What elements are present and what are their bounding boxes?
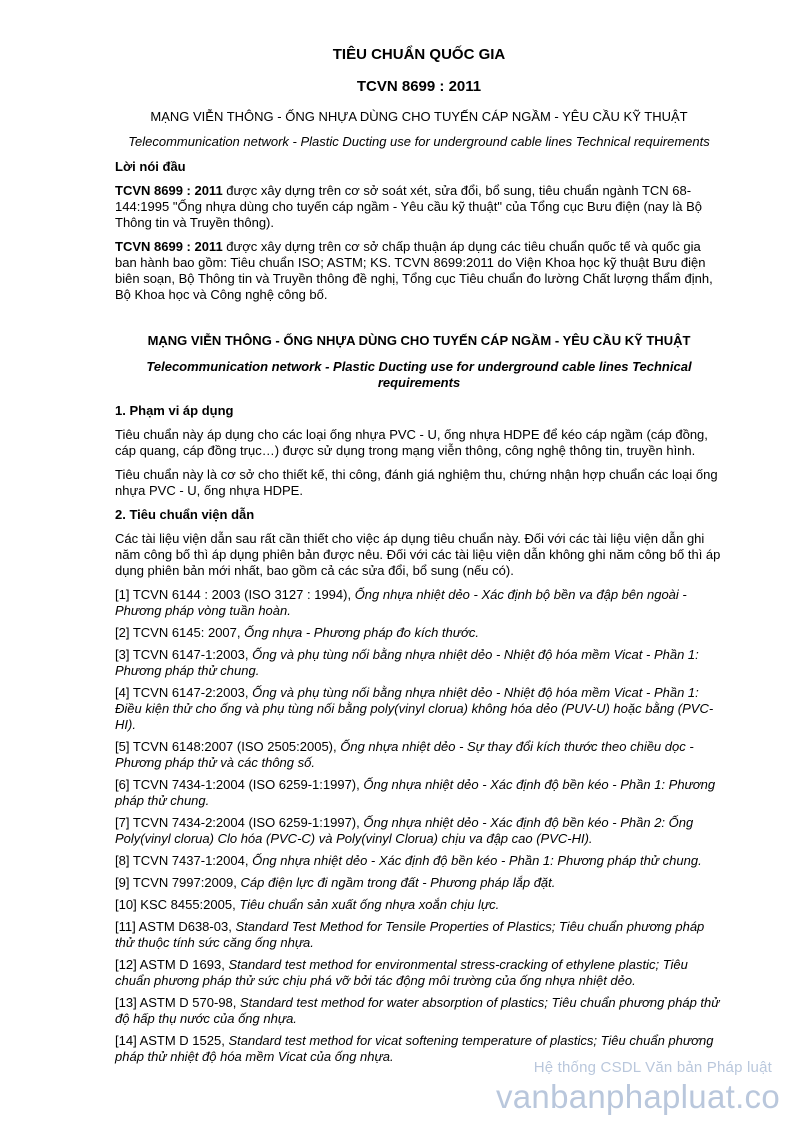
reference-title: Ống nhựa nhiệt dẻo - Xác định độ bền kéo - Phần 1: Phương pháp thử chung. [252,853,702,868]
reference-list [115,587,723,1065]
reference-title: Ống nhựa nhiệt dẻo - Xác định độ bền kéo - Phần 1: Phương pháp thử chung. [115,777,716,808]
reference-code: [4] TCVN 6147-2:2003, [115,685,253,700]
reference-title: Ống nhựa nhiệt dẻo - Xác định độ bền kéo - Phần 2: Ống Poly(vinyl clorua) Clo hóa (PVC-C) và Poly(vinyl Clorua) chịu va đập cao (PVC-HI). [115,815,694,846]
reference-code: [10] KSC 8455:2005, [115,897,240,912]
reference-item [115,685,723,733]
reference-code: [2] TCVN 6145: 2007, [115,625,245,640]
reference-code: [3] TCVN 6147-1:2003, [115,647,253,662]
watermark-logo-text: vanbanphapluat.co [495,1078,780,1115]
doc-title-en: Telecommunication network - Plastic Ducting use for underground cable lines Technical requirements [128,134,710,149]
foreword-p1-text: được xây dựng trên cơ sở soát xét, sửa đổi, bổ sung, tiêu chuẩn ngành TCN 68-144:1995 "Ống nhựa dùng cho tuyến cáp ngầm - Yêu cầu kỹ thuật" của Tổng cục Bưu điện (nay là Bộ Thông tin và Truyền thông). [115,183,702,230]
reference-code: [1] TCVN 6144 : 2003 (ISO 3127 : 1994), [115,587,355,602]
reference-title: Ống nhựa nhiệt dẻo - Xác định bộ bền va đập bên ngoài - Phương pháp vòng tuần hoàn. [115,587,687,618]
foreword-heading: Lời nói đầu [115,159,186,174]
reference-item [115,777,723,809]
scope-paragraph-2: Tiêu chuẩn này là cơ sở cho thiết kế, thi công, đánh giá nghiệm thu, chứng nhận hợp chuẩn các loại ống nhựa PVC - U, ống nhựa HDPE. [115,467,718,498]
foreword-p2-code: TCVN 8699 : 2011 [115,239,223,254]
reference-item [115,875,723,891]
reference-code: [14] ASTM D 1525, [115,1033,229,1048]
section-title-en: Telecommunication network - Plastic Ducting use for underground cable lines Technical requirements [146,359,692,390]
doc-title: TIÊU CHUẨN QUỐC GIA [332,46,506,63]
reference-code: [8] TCVN 7437-1:2004, [115,853,253,868]
reference-item [115,919,723,951]
foreword-paragraph-2 [115,239,723,303]
reference-code: [13] ASTM D 570-98, [115,995,241,1010]
reference-title: Standard test method for water absorption of plastics; Tiêu chuẩn phương pháp thử độ hấp thụ nước của ống nhựa. [115,995,720,1026]
reference-code: [9] TCVN 7997:2009, [115,875,241,890]
foreword-p2-text: được xây dựng trên cơ sở chấp thuận áp dụng các tiêu chuẩn quốc tế và quốc gia ban hành bao gồm: Tiêu chuẩn ISO; ASTM; KS. TCVN 8699:2011 do Viện Khoa học kỹ thuật Bưu điện biên soạn, Bộ Thông tin và Truyền thông đề nghị, Tổng cục Tiêu chuẩn đo lường Chất lượng thẩm định, Bộ Khoa học và Công nghệ công bố. [115,239,713,302]
reference-code: [12] ASTM D 1693, [115,957,229,972]
reference-code: [7] TCVN 7434-2:2004 (ISO 6259-1:1997), [115,815,364,830]
reference-code: [5] TCVN 6148:2007 (ISO 2505:2005), [115,739,341,754]
reference-title: Tiêu chuẩn sản xuất ống nhựa xoắn chịu lực. [239,897,500,912]
watermark-line-1: Hệ thống CSDL Văn bản Pháp luật [533,1059,772,1076]
reference-item [115,625,723,641]
reference-title: Ống và phụ tùng nối bằng nhựa nhiệt dẻo - Nhiệt độ hóa mềm Vicat - Phần 1: Phương pháp thử chung. [115,647,699,678]
doc-code: TCVN 8699 : 2011 [356,78,482,95]
foreword-p1-code: TCVN 8699 : 2011 [115,183,223,198]
reference-item [115,587,723,619]
section-title-vi: MẠNG VIỄN THÔNG - ỐNG NHỰA DÙNG CHO TUYẾN CÁP NGẦM - YÊU CẦU KỸ THUẬT [147,333,691,348]
document-page [115,46,723,1071]
reference-item [115,853,723,869]
reference-title: Standard test method for environmental stress-cracking of ethylene plastic; Tiêu chuẩn phương pháp thử sức chịu phá vỡ bởi tác động môi trường của ống nhựa nhiệt dẻo. [115,957,688,988]
reference-item [115,815,723,847]
reference-title: Cáp điện lực đi ngầm trong đất - Phương pháp lắp đặt. [240,875,556,890]
scope-paragraph-1: Tiêu chuẩn này áp dụng cho các loại ống nhựa PVC - U, ống nhựa HDPE để kéo cáp ngầm (cáp đồng, cáp quang, cáp đồng trục…) được sử dụng trong mạng viễn thông, công nghệ thông tin, truyền hình. [115,427,708,458]
reference-title: Ống nhựa - Phương pháp đo kích thước. [244,625,479,640]
scope-heading: 1. Phạm vi áp dụng [115,403,234,418]
reference-item [115,897,723,913]
reference-item [115,957,723,989]
reference-code: [6] TCVN 7434-1:2004 (ISO 6259-1:1997), [115,777,364,792]
references-heading: 2. Tiêu chuẩn viện dẫn [115,507,255,522]
references-intro: Các tài liệu viện dẫn sau rất cần thiết cho việc áp dụng tiêu chuẩn này. Đối với các tài liệu viện dẫn ghi năm công bố thì áp dụng phiên bản được nêu. Đối với các tài liệu viện dẫn không ghi năm công bố thì áp dụng phiên bản mới nhất, bao gồm cả các sửa đổi, bổ sung (nếu có). [115,531,721,578]
reference-title: Standard test method for vicat softening temperature of plastics; Tiêu chuẩn phương pháp thử nhiệt độ hóa mềm Vicat của ống nhựa. [115,1033,714,1064]
reference-item [115,739,723,771]
reference-title: Ống nhựa nhiệt dẻo - Sự thay đổi kích thước theo chiều dọc - Phương pháp thử và các thông số. [115,739,694,770]
reference-item [115,647,723,679]
reference-code: [11] ASTM D638-03, [115,919,236,934]
foreword-paragraph-1 [115,183,723,231]
reference-title: Standard Test Method for Tensile Properties of Plastics; Tiêu chuẩn phương pháp thử thuộc tính sức căng ống nhựa. [115,919,705,950]
reference-item [115,995,723,1027]
doc-title-vi: MẠNG VIỄN THÔNG - ỐNG NHỰA DÙNG CHO TUYẾN CÁP NGẦM - YÊU CẦU KỸ THUẬT [150,109,688,124]
reference-title: Ống và phụ tùng nối bằng nhựa nhiệt dẻo - Nhiệt độ hóa mềm Vicat - Phần 1: Điều kiện thử cho ống và phụ tùng nối bằng poly(vinyl clorua) không hóa dẻo (PUV-U) hoặc bằng (PVC-HI). [115,685,714,732]
